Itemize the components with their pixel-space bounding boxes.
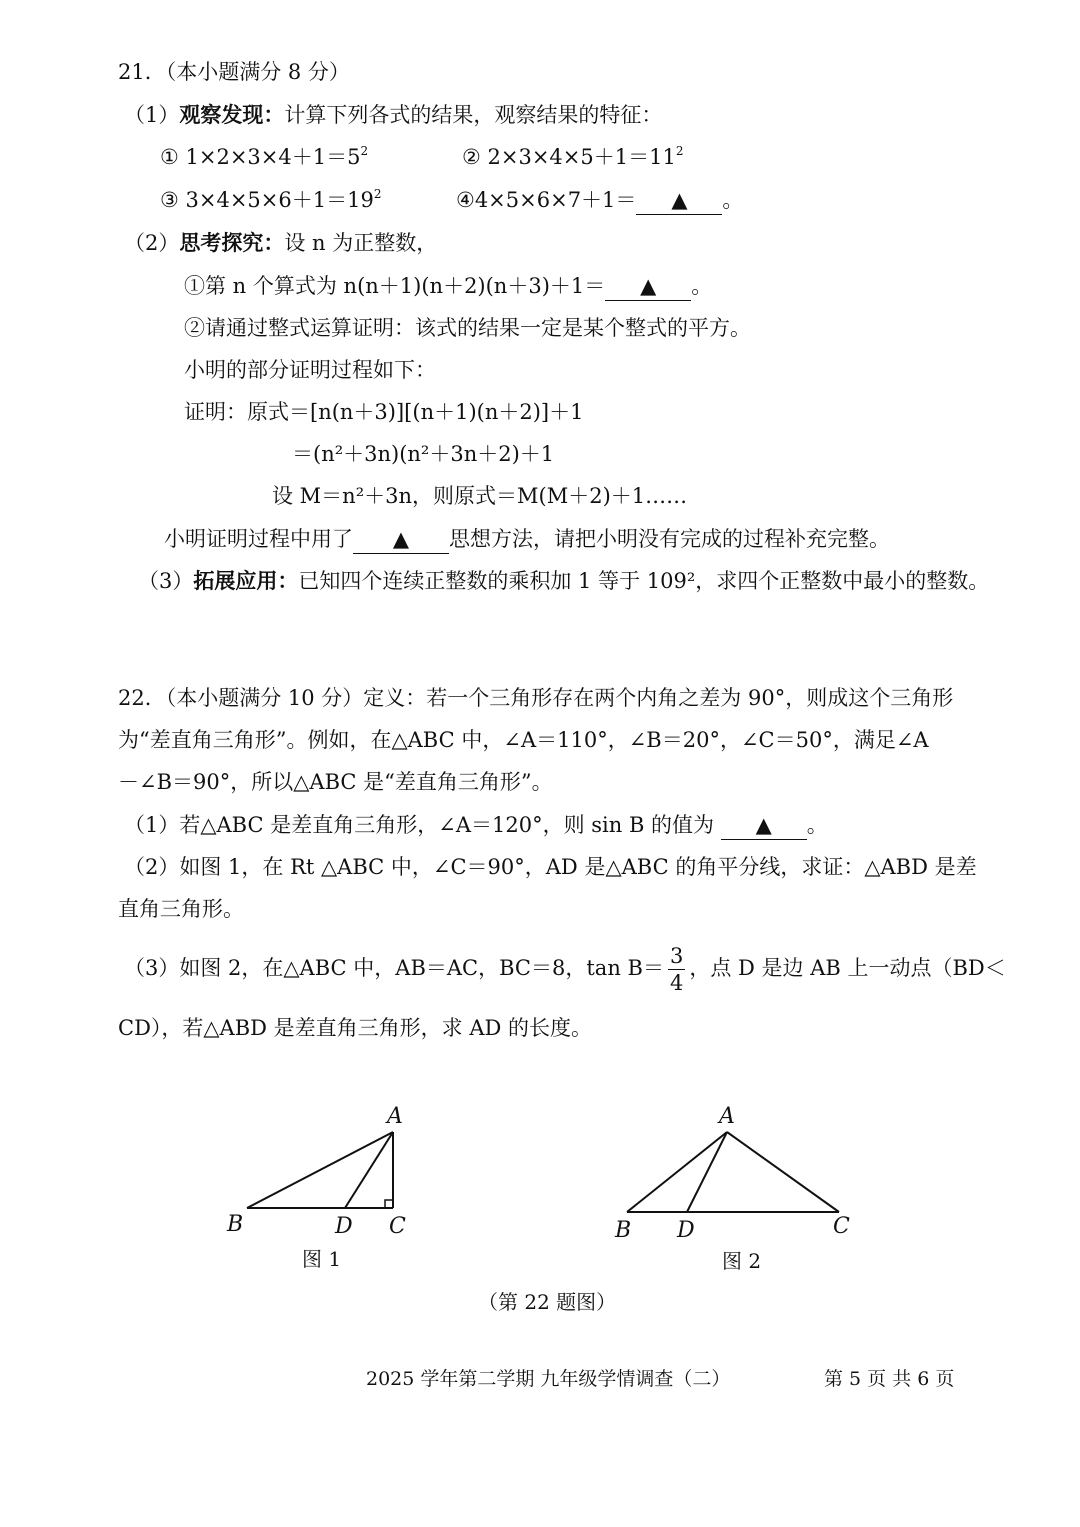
q22-intro-line2: 为“差直角三角形”。例如，在△ABC 中，∠A＝110°，∠B＝20°，∠C＝50°，满足∠A (118, 728, 929, 752)
q21-method-suffix: 思想方法，请把小明没有完成的过程补充完整。 (449, 527, 890, 551)
label-c: C (389, 1214, 406, 1239)
q21-eq4-period: 。 (722, 188, 744, 212)
answer-blank[interactable]: ▲ (605, 272, 691, 301)
q21-part1 (124, 101, 662, 129)
q22-part2-line1: （2）如图 1，在 Rt △ABC 中，∠C＝90°，AD 是△ABC 的角平分线，求证：△ABD 是差 (124, 855, 977, 879)
q21-part2 (124, 229, 437, 257)
q21-part1-title: 观察发现： (179, 102, 285, 127)
q21-eq1 (160, 143, 368, 171)
q22-part1-period: 。 (806, 813, 828, 837)
label-d: D (677, 1218, 695, 1243)
label-c: C (833, 1214, 850, 1239)
q21-part2-2: ②请通过整式运算证明：该式的结果一定是某个整式的平方。 (184, 316, 751, 340)
figure-2-diagram (605, 1095, 865, 1245)
q21-eq2 (462, 143, 683, 171)
label-b: B (615, 1218, 632, 1243)
q21-part2-1-period: 。 (691, 274, 713, 298)
q22-intro-line1: 22．（本小题满分 10 分）定义：若一个三角形存在两个内角之差为 90°，则成这个三角形 (118, 686, 954, 710)
q21-part3-label: （3） (138, 569, 194, 593)
q21-part3-text: 已知四个连续正整数的乘积加 1 等于 109²，求四个正整数中最小的整数。 (298, 569, 990, 593)
q21-eq3-text: ③ 3×4×5×6＋1＝19 (160, 188, 374, 212)
q22-part3-prefix: （3）如图 2，在△ABC 中，AB＝AC，BC＝8，tan B＝ (124, 956, 664, 980)
q21-eq2-exp: 2 (675, 144, 684, 158)
answer-blank[interactable]: ▲ (721, 811, 807, 840)
q21-part2-title: 思考探究： (179, 230, 285, 255)
q21-part2-1 (184, 272, 712, 301)
figure-group-caption: （第 22 题图） (478, 1290, 617, 1314)
q21-method-prefix: 小明证明过程中用了 (164, 527, 353, 551)
q21-proof-line3: 设 M＝n²＋3n，则原式＝M(M＋2)＋1…… (272, 484, 688, 508)
q21-proof-intro: 小明的部分证明过程如下： (184, 358, 436, 382)
q21-part1-text: 计算下列各式的结果，观察结果的特征： (284, 103, 663, 127)
fraction-numerator: 3 (669, 944, 684, 968)
q21-eq4 (456, 186, 743, 215)
label-a: A (719, 1104, 735, 1129)
figure-1-caption: 图 1 (302, 1247, 342, 1271)
answer-blank[interactable]: ▲ (353, 525, 449, 554)
q21-part1-label: （1） (124, 103, 180, 127)
q21-part2-label: （2） (124, 231, 180, 255)
q21-proof-line1: 证明：原式＝[n(n＋3)][(n＋1)(n＋2)]＋1 (184, 400, 584, 424)
q21-proof-line2: ＝(n²＋3n)(n²＋3n＋2)＋1 (292, 442, 555, 466)
label-a: A (387, 1104, 403, 1129)
segment-ab (247, 1132, 393, 1208)
q21-method (164, 525, 890, 554)
q22-part3-line1 (124, 940, 1006, 996)
q21-eq1-text: ① 1×2×3×4＋1＝5 (160, 145, 361, 169)
segment-ad (687, 1132, 727, 1212)
figure-2-caption: 图 2 (722, 1249, 762, 1273)
segment-ab (627, 1132, 727, 1212)
fraction (668, 943, 685, 996)
fraction-denominator: 4 (669, 971, 684, 995)
q21-part2-1-text: ①第 n 个算式为 n(n＋1)(n＋2)(n＋3)＋1＝ (184, 274, 606, 298)
figure-1-diagram (215, 1095, 425, 1245)
q22-part1-text: （1）若△ABC 是差直角三角形，∠A＝120°，则 sin B 的值为 (124, 813, 715, 837)
label-b: B (227, 1212, 244, 1237)
q21-eq2-text: ② 2×3×4×5＋1＝11 (462, 145, 676, 169)
q21-part3 (138, 567, 989, 595)
segment-ac (727, 1132, 839, 1212)
q22-intro-line3: －∠B＝90°，所以△ABC 是“差直角三角形”。 (118, 770, 553, 794)
q21-part3-title: 拓展应用： (193, 568, 299, 593)
q21-eq3 (160, 186, 381, 214)
q21-eq3-exp: 2 (373, 187, 382, 201)
q21-eq1-exp: 2 (360, 144, 369, 158)
q22-part1 (124, 811, 828, 840)
q21-eq4-text: ④4×5×6×7＋1＝ (456, 188, 637, 212)
q22-part3-suffix: ，点 D 是边 AB 上一动点（BD＜ (689, 956, 1006, 980)
q21-part2-text: 设 n 为正整数， (284, 231, 438, 255)
footer-exam-title: 2025 学年第二学期 九年级学情调查（二） (366, 1368, 731, 1390)
q22-part2-line2: 直角三角形。 (118, 897, 244, 921)
label-d: D (335, 1214, 353, 1239)
right-angle-mark (385, 1200, 393, 1208)
q21-header: 21．（本小题满分 8 分） (118, 60, 350, 84)
q22-part3-line2: CD），若△ABD 是差直角三角形，求 AD 的长度。 (118, 1016, 593, 1040)
answer-blank[interactable]: ▲ (636, 186, 722, 215)
footer-page-number: 第 5 页 共 6 页 (824, 1368, 955, 1390)
